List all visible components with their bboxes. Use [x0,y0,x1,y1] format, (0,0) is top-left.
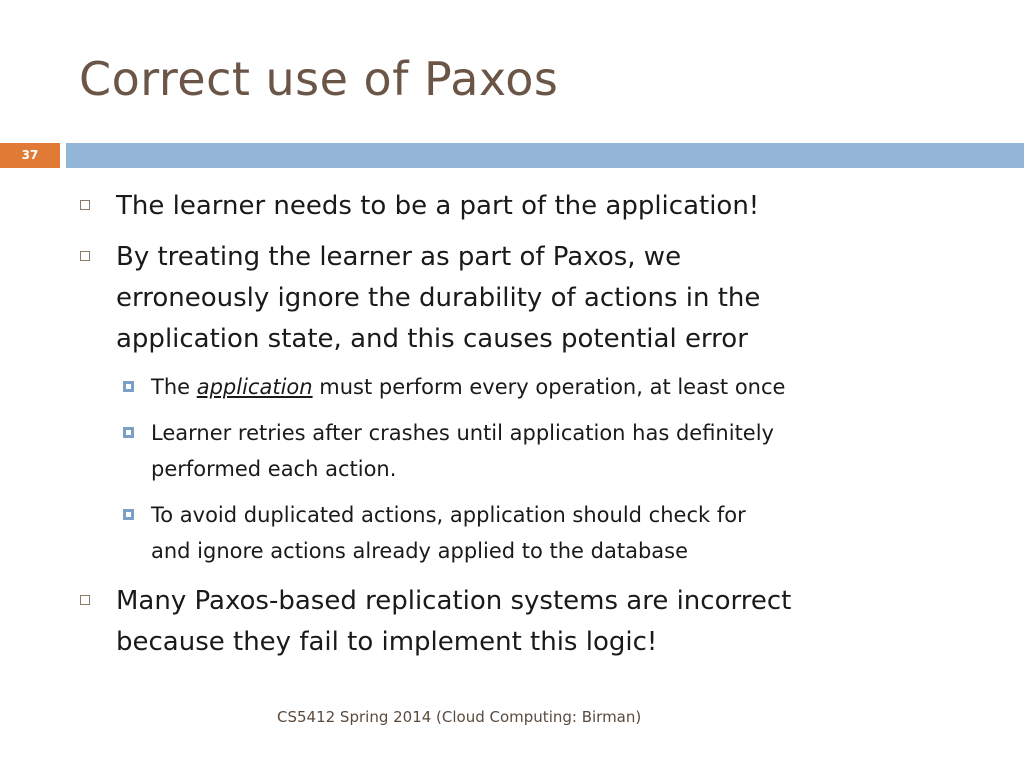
bullet-line: application state, and this causes potential error [116,324,748,354]
subbullet-line: To avoid duplicated actions, application should check for [151,503,746,527]
bullet-line: By treating the learner as part of Paxos, we [116,242,682,272]
subbullet-line: performed each action. [151,457,397,481]
subbullet-text [151,415,774,487]
filled-square-bullet-icon [123,509,134,520]
square-bullet-icon [80,251,90,261]
bullet-line: Many Paxos-based replication systems are incorrect [116,586,792,616]
slide-number: 37 [0,143,60,168]
bullet-line: The learner needs to be a part of the application! [116,191,760,221]
filled-square-bullet-icon [123,427,134,438]
bullet-line: because they fail to implement this logic! [116,627,658,657]
subbullet-text [151,369,785,405]
slide-title: Correct use of Paxos [79,52,559,106]
slide-footer: CS5412 Spring 2014 (Cloud Computing: Birman) [277,708,642,726]
bullet-line: erroneously ignore the durability of actions in the [116,283,761,313]
bullet-text [116,237,760,360]
bullet-text [116,581,791,663]
square-bullet-icon [80,595,90,605]
subbullet-line: and ignore actions already applied to the database [151,539,689,563]
bullet-text [116,186,759,227]
subbullet-line: Learner retries after crashes until application has definitely [151,421,774,445]
subbullet-suffix: must perform every operation, at least once [312,375,786,399]
subbullet-text [151,497,746,569]
subbullet-emphasis: application [196,375,313,399]
subbullet-prefix: The [151,375,197,399]
square-bullet-icon [80,200,90,210]
filled-square-bullet-icon [123,381,134,392]
